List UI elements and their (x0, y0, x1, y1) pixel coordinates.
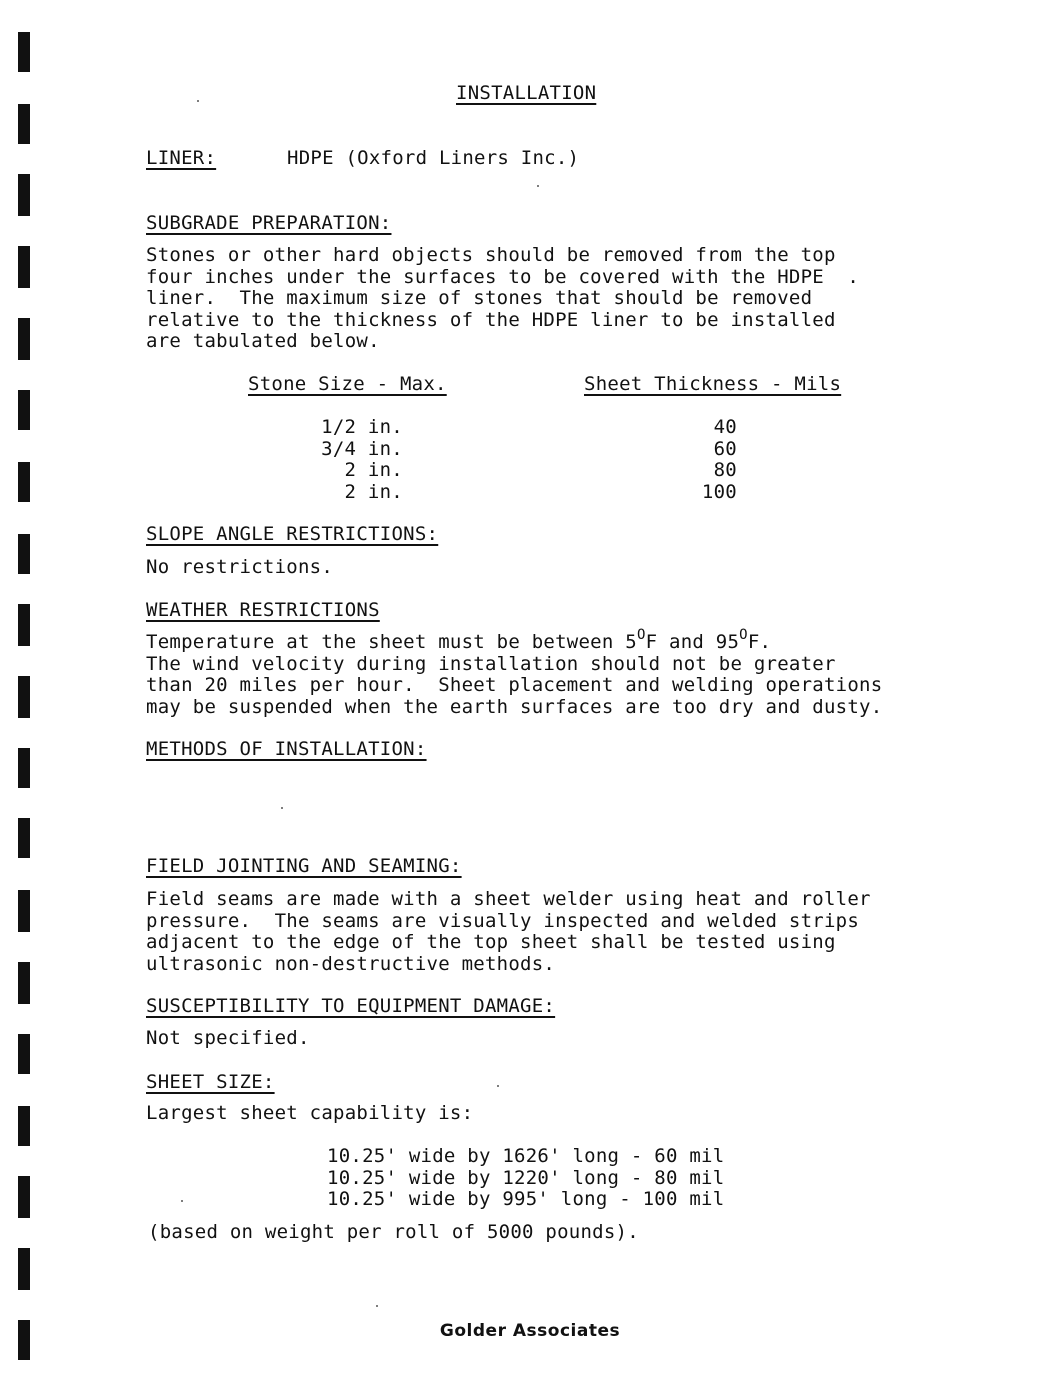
scan-speck (281, 807, 283, 809)
table-cell-stone: 2 in. (344, 480, 403, 503)
page-title: INSTALLATION (456, 82, 597, 104)
scan-speck (197, 100, 199, 102)
sheet-size-item: 10.25' wide by 1626' long - 60 mil (327, 1145, 725, 1167)
scan-speck (376, 1305, 378, 1307)
table-cell-thickness: 40 (713, 416, 737, 438)
subgrade-heading: SUBGRADE PREPARATION: (146, 212, 392, 234)
liner-label: LINER: (146, 147, 217, 169)
company-footer: Golder Associates (439, 1321, 621, 1341)
scan-speck (497, 1085, 499, 1087)
subgrade-line: liner. The maximum size of stones that should be removed (146, 287, 813, 309)
table-header-stone-size: Stone Size - Max. (248, 373, 447, 395)
binder-mark (18, 174, 30, 216)
table-cell-stone: 3/4 in. (321, 437, 403, 460)
binder-mark (18, 1248, 30, 1290)
binder-mark (18, 890, 30, 932)
sheet-size-item: 10.25' wide by 995' long - 100 mil (327, 1188, 725, 1210)
scan-speck (537, 185, 539, 187)
field-heading: FIELD JOINTING AND SEAMING: (146, 855, 462, 877)
table-cell-thickness: 80 (713, 459, 737, 481)
weather-text: F and 95 (645, 631, 740, 653)
sheet-size-note: (based on weight per roll of 5000 pounds). (148, 1221, 639, 1243)
weather-line: The wind velocity during installation should not be greater (146, 652, 836, 675)
susceptibility-heading: SUSCEPTIBILITY TO EQUIPMENT DAMAGE: (146, 995, 556, 1017)
table-cell-thickness: 100 (701, 480, 737, 503)
binder-mark (18, 1176, 30, 1218)
subgrade-line: four inches under the surfaces to be covered with the HDPE . (146, 265, 860, 288)
table-header-sheet-thickness: Sheet Thickness - Mils (584, 373, 842, 395)
binder-mark (18, 1106, 30, 1146)
table-cell-stone: 2 in. (344, 459, 403, 481)
degree-mark: O (636, 626, 646, 643)
binder-mark (18, 462, 30, 502)
field-line: adjacent to the edge of the top sheet shall be tested using (146, 931, 836, 953)
binder-mark (18, 1034, 30, 1074)
binder-mark (18, 318, 30, 360)
weather-text: F. (747, 631, 772, 653)
binder-mark (18, 604, 30, 646)
field-line: pressure. The seams are visually inspected and welded strips (146, 909, 860, 932)
table-cell-thickness: 60 (713, 437, 737, 460)
field-line: ultrasonic non-destructive methods. (146, 952, 556, 975)
weather-line: may be suspended when the earth surfaces are too dry and dusty. (146, 695, 883, 718)
binder-mark (18, 676, 30, 718)
degree-mark: O (739, 626, 748, 643)
subgrade-line: Stones or other hard objects should be removed from the top (146, 244, 836, 266)
binder-mark (18, 534, 30, 574)
binder-mark (18, 390, 30, 430)
weather-text: Temperature at the sheet must be between 5 (146, 631, 637, 653)
weather-heading: WEATHER RESTRICTIONS (146, 599, 380, 621)
sheet-size-heading: SHEET SIZE: (146, 1071, 275, 1093)
liner-value: HDPE (Oxford Liners Inc.) (287, 147, 580, 169)
field-line: Field seams are made with a sheet welder using heat and roller (146, 888, 871, 910)
methods-heading: METHODS OF INSTALLATION: (146, 738, 427, 760)
binder-mark (18, 818, 30, 858)
binder-mark (18, 32, 30, 72)
scan-speck (181, 1200, 183, 1202)
weather-line (146, 626, 772, 653)
table-cell-stone: 1/2 in. (321, 416, 403, 438)
binder-mark (18, 1320, 30, 1360)
subgrade-line: are tabulated below. (146, 330, 380, 352)
weather-line: than 20 miles per hour. Sheet placement and welding operations (146, 674, 883, 696)
susceptibility-text: Not specified. (146, 1027, 310, 1049)
sheet-size-item: 10.25' wide by 1220' long - 80 mil (327, 1166, 725, 1189)
slope-heading: SLOPE ANGLE RESTRICTIONS: (146, 523, 439, 545)
binder-mark (18, 748, 30, 788)
binder-mark (18, 246, 30, 288)
sheet-size-intro: Largest sheet capability is: (146, 1102, 474, 1124)
slope-text: No restrictions. (146, 556, 334, 578)
subgrade-line: relative to the thickness of the HDPE liner to be installed (146, 308, 836, 331)
binder-mark (18, 104, 30, 144)
binder-mark (18, 962, 30, 1004)
